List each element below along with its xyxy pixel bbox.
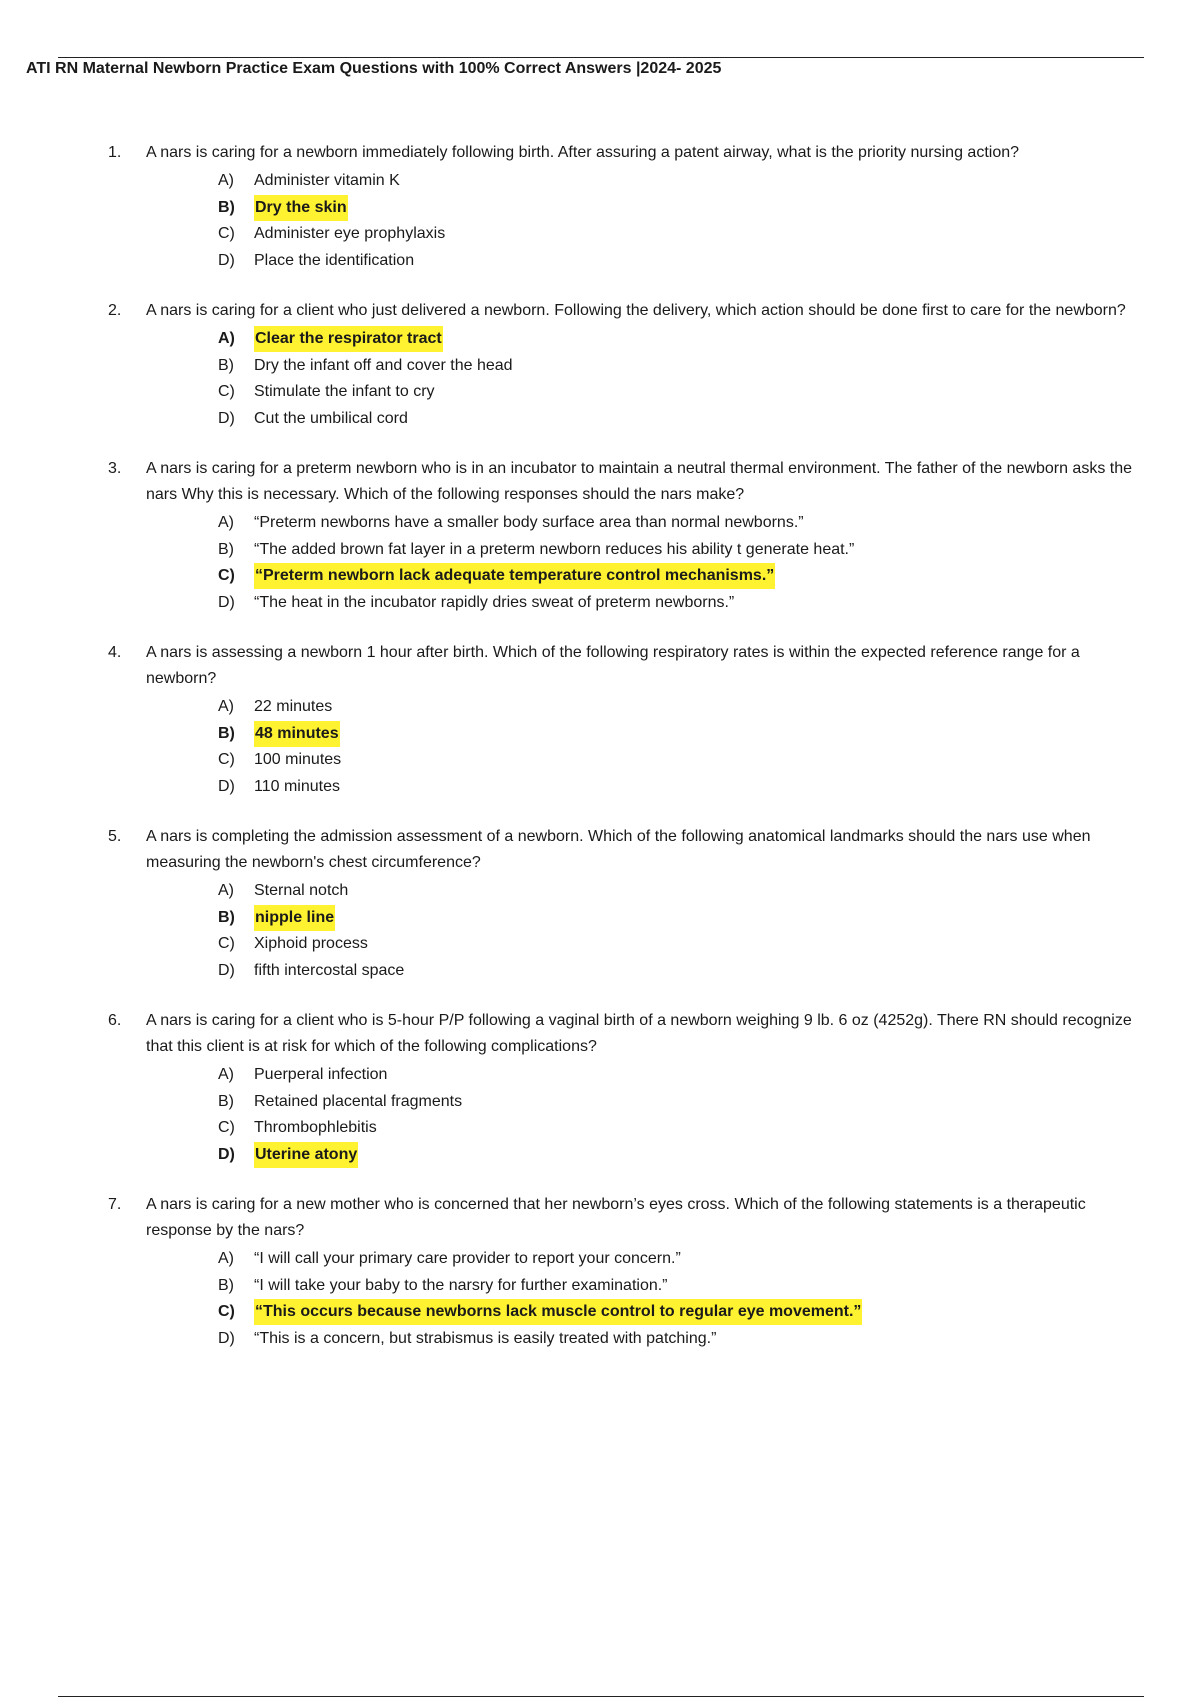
question-1 <box>108 140 1148 274</box>
answer-option <box>218 1089 1148 1116</box>
answer-option <box>218 248 1148 275</box>
answer-option <box>218 1115 1148 1142</box>
option-text: 110 minutes <box>254 777 340 795</box>
question-text: A nars is assessing a newborn 1 hour after birth. Which of the following respiratory rates is within the expected reference range for a newborn? <box>146 644 1080 687</box>
answer-option-correct <box>218 326 1148 353</box>
question-3 <box>108 456 1148 616</box>
question-number: 4. <box>108 644 122 661</box>
option-text: Puerperal infection <box>254 1066 388 1083</box>
answer-option <box>218 878 1148 905</box>
answer-options <box>146 168 1148 274</box>
option-text: Thrombophlebitis <box>254 1119 377 1136</box>
question-number: 2. <box>108 302 122 319</box>
option-text: Sternal notch <box>254 882 349 899</box>
option-text-highlighted: Uterine atony <box>254 1142 358 1168</box>
question-text: A nars is caring for a new mother who is concerned that her newborn’s eyes cross. Which of the following statements is a therapeutic response by the nars? <box>146 1196 1086 1239</box>
option-letter: A) <box>218 172 234 189</box>
answer-option <box>218 510 1148 537</box>
option-text: Cut the umbilical cord <box>254 409 408 427</box>
question-text: A nars is completing the admission assessment of a newborn. Which of the following anatomical landmarks should the nars use when measuring the newborn's chest circumference? <box>146 828 1091 871</box>
option-text: “This is a concern, but strabismus is easily treated with patching.” <box>254 1329 717 1347</box>
option-text: “I will take your baby to the narsry for further examination.” <box>254 1276 668 1294</box>
option-letter: C) <box>218 751 235 768</box>
answer-options <box>146 326 1148 432</box>
option-letter: C) <box>218 1303 235 1320</box>
option-text: “Preterm newborns have a smaller body surface area than normal newborns.” <box>254 514 804 531</box>
answer-option-correct <box>218 195 1148 222</box>
question-2 <box>108 298 1148 432</box>
option-text: Xiphoid process <box>254 935 368 952</box>
option-letter: D) <box>218 961 235 979</box>
answer-option <box>218 1246 1148 1273</box>
option-letter: A) <box>218 1066 234 1083</box>
option-letter: A) <box>218 514 234 531</box>
option-letter: B) <box>218 1092 234 1110</box>
answer-option <box>218 931 1148 958</box>
option-text-highlighted: Clear the respirator tract <box>254 326 443 352</box>
option-letter: A) <box>218 1250 234 1267</box>
option-letter: D) <box>218 1329 235 1347</box>
option-text: Dry the infant off and cover the head <box>254 356 513 374</box>
answer-option-correct <box>218 563 1148 590</box>
answer-option <box>218 958 1148 985</box>
question-5 <box>108 824 1148 984</box>
answer-option <box>218 694 1148 721</box>
option-text-highlighted: Dry the skin <box>254 195 348 221</box>
question-list <box>108 140 1148 1376</box>
option-letter: B) <box>218 356 234 374</box>
option-letter: C) <box>218 567 235 584</box>
option-letter: B) <box>218 540 234 558</box>
answer-options <box>146 1246 1148 1352</box>
answer-option-correct <box>218 721 1148 748</box>
option-text: “The heat in the incubator rapidly dries sweat of preterm newborns.” <box>254 593 735 611</box>
option-letter: A) <box>218 330 235 347</box>
option-text: Stimulate the infant to cry <box>254 383 435 400</box>
option-letter: D) <box>218 593 235 611</box>
option-text-highlighted: “This occurs because newborns lack muscle control to regular eye movement.” <box>254 1299 862 1325</box>
option-text: Administer vitamin K <box>254 172 400 189</box>
question-text: A nars is caring for a preterm newborn who is in an incubator to maintain a neutral thermal environment. The father of the newborn asks the nars Why this is necessary. Which of the following responses should the nars make? <box>146 460 1133 503</box>
option-text: 22 minutes <box>254 698 333 715</box>
option-text-highlighted: 48 minutes <box>254 721 340 747</box>
option-text-highlighted: nipple line <box>254 905 335 931</box>
option-letter: D) <box>218 777 235 795</box>
answer-option <box>218 590 1148 617</box>
answer-options <box>146 694 1148 800</box>
question-6 <box>108 1008 1148 1168</box>
answer-option-correct <box>218 1299 1148 1326</box>
document-title: ATI RN Maternal Newborn Practice Exam Questions with 100% Correct Answers |2024- 2025 <box>26 60 722 77</box>
option-text-highlighted: “Preterm newborn lack adequate temperature control mechanisms.” <box>254 563 775 589</box>
option-text: “I will call your primary care provider to report your concern.” <box>254 1250 681 1267</box>
answer-option <box>218 379 1148 406</box>
option-text: “The added brown fat layer in a preterm newborn reduces his ability t generate heat.” <box>254 540 855 558</box>
question-number: 3. <box>108 460 122 477</box>
answer-option-correct <box>218 1142 1148 1169</box>
question-text: A nars is caring for a client who just delivered a newborn. Following the delivery, which action should be done first to care for the newborn? <box>146 302 1126 319</box>
footer-rule <box>58 1696 1144 1697</box>
answer-option <box>218 1062 1148 1089</box>
option-letter: D) <box>218 409 235 427</box>
option-text: Retained placental fragments <box>254 1092 463 1110</box>
answer-option <box>218 774 1148 801</box>
option-letter: C) <box>218 935 235 952</box>
option-letter: A) <box>218 698 234 715</box>
answer-option <box>218 406 1148 433</box>
option-letter: C) <box>218 383 235 400</box>
option-text: fifth intercostal space <box>254 961 405 979</box>
answer-options <box>146 878 1148 984</box>
question-number: 1. <box>108 144 122 161</box>
option-letter: B) <box>218 1276 234 1294</box>
answer-option <box>218 353 1148 380</box>
answer-option-correct <box>218 905 1148 932</box>
option-letter: C) <box>218 225 235 242</box>
answer-options <box>146 510 1148 616</box>
question-number: 5. <box>108 828 122 845</box>
option-letter: D) <box>218 1145 235 1163</box>
option-letter: A) <box>218 882 234 899</box>
option-text: Place the identification <box>254 251 415 269</box>
answer-option <box>218 168 1148 195</box>
answer-option <box>218 1326 1148 1353</box>
question-4 <box>108 640 1148 800</box>
option-letter: B) <box>218 908 235 926</box>
question-7 <box>108 1192 1148 1352</box>
answer-option <box>218 1273 1148 1300</box>
option-letter: D) <box>218 251 235 269</box>
option-text: Administer eye prophylaxis <box>254 225 446 242</box>
question-number: 7. <box>108 1196 122 1213</box>
option-letter: C) <box>218 1119 235 1136</box>
option-text: 100 minutes <box>254 751 342 768</box>
answer-option <box>218 221 1148 248</box>
answer-options <box>146 1062 1148 1168</box>
option-letter: B) <box>218 724 235 742</box>
question-number: 6. <box>108 1012 122 1029</box>
question-text: A nars is caring for a newborn immediately following birth. After assuring a patent airway, what is the priority nursing action? <box>146 144 1020 161</box>
answer-option <box>218 747 1148 774</box>
option-letter: B) <box>218 198 235 216</box>
answer-option <box>218 537 1148 564</box>
question-text: A nars is caring for a client who is 5-hour P/P following a vaginal birth of a newborn weighing 9 lb. 6 oz (4252g). There RN should recognize that this client is at risk for which of the following complications? <box>146 1012 1132 1055</box>
